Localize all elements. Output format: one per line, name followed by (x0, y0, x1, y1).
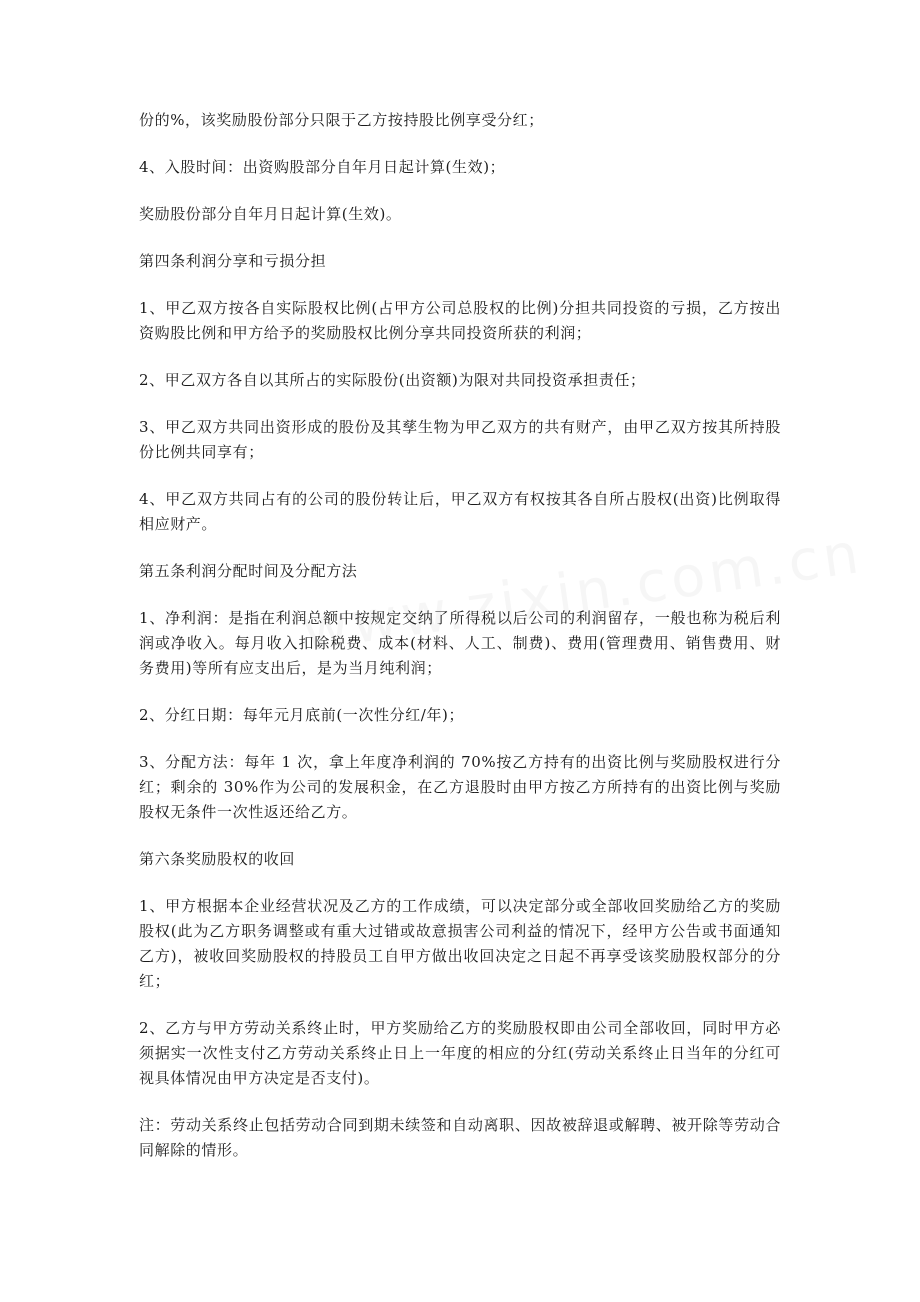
paragraph-article-4-item-4: 4、甲乙双方共同占有的公司的股份转让后，甲乙双方有权按其各自所占股权(出资)比例取得相应财产。 (139, 490, 781, 533)
paragraph-article-4-item-2: 2、甲乙双方各自以其所占的实际股份(出资额)为限对共同投资承担责任； (139, 371, 646, 389)
heading-article-4: 第四条利润分享和亏损分担 (139, 252, 327, 270)
document-page (139, 108, 781, 1185)
paragraph-stock-dividend-scope: 份的%，该奖励股份部分只限于乙方按持股比例享受分红； (139, 111, 544, 129)
paragraph-article-4-item-3: 3、甲乙双方共同出资形成的股份及其孳生物为甲乙双方的共有财产，由甲乙双方按其所持股份比例共同享有； (139, 418, 781, 461)
paragraph-article-6-item-2: 2、乙方与甲方劳动关系终止时，甲方奖励给乙方的奖励股权即由公司全部收回，同时甲方必须据实一次性支付乙方劳动关系终止日上一年度的相应的分红(劳动关系终止日当年的分红可视具体情况由甲方决定是否支付)。 (139, 1019, 781, 1087)
heading-article-6: 第六条奖励股权的收回 (139, 850, 296, 868)
paragraph-note: 注：劳动关系终止包括劳动合同到期未续签和自动离职、因故被辞退或解聘、被开除等劳动合同解除的情形。 (139, 1116, 781, 1159)
paragraph-article-5-item-3: 3、分配方法：每年 1 次，拿上年度净利润的 70%按乙方持有的出资比例与奖励股权进行分红；剩余的 30%作为公司的发展积金，在乙方退股时由甲方按乙方所持有的出资比例与奖励股权无条件一次性返还给乙方。 (139, 753, 781, 821)
paragraph-article-5-item-2: 2、分红日期：每年元月底前(一次性分红/年)； (139, 706, 465, 724)
paragraph-article-5-item-1: 1、净利润：是指在利润总额中按规定交纳了所得税以后公司的利润留存，一般也称为税后利润或净收入。每月收入扣除税费、成本(材料、人工、制费)、费用(管理费用、销售费用、财务费用)等所有应支出后，是为当月纯利润； (139, 609, 781, 677)
paragraph-reward-stock-time: 奖励股份部分自年月日起计算(生效)。 (139, 205, 402, 223)
heading-article-5: 第五条利润分配时间及分配方法 (139, 562, 358, 580)
paragraph-entry-time: 4、入股时间：出资购股部分自年月日起计算(生效)； (139, 158, 506, 176)
paragraph-article-4-item-1: 1、甲乙双方按各自实际股权比例(占甲方公司总股权的比例)分担共同投资的亏损，乙方按出资购股比例和甲方给予的奖励股权比例分享共同投资所获的利润； (139, 299, 781, 342)
paragraph-article-6-item-1: 1、甲方根据本企业经营状况及乙方的工作成绩，可以决定部分或全部收回奖励给乙方的奖励股权(此为乙方职务调整或有重大过错或故意损害公司利益的情况下，经甲方公告或书面通知乙方)，被收回奖励股权的持股员工自甲方做出收回决定之日起不再享受该奖励股权部分的分红； (139, 897, 781, 990)
